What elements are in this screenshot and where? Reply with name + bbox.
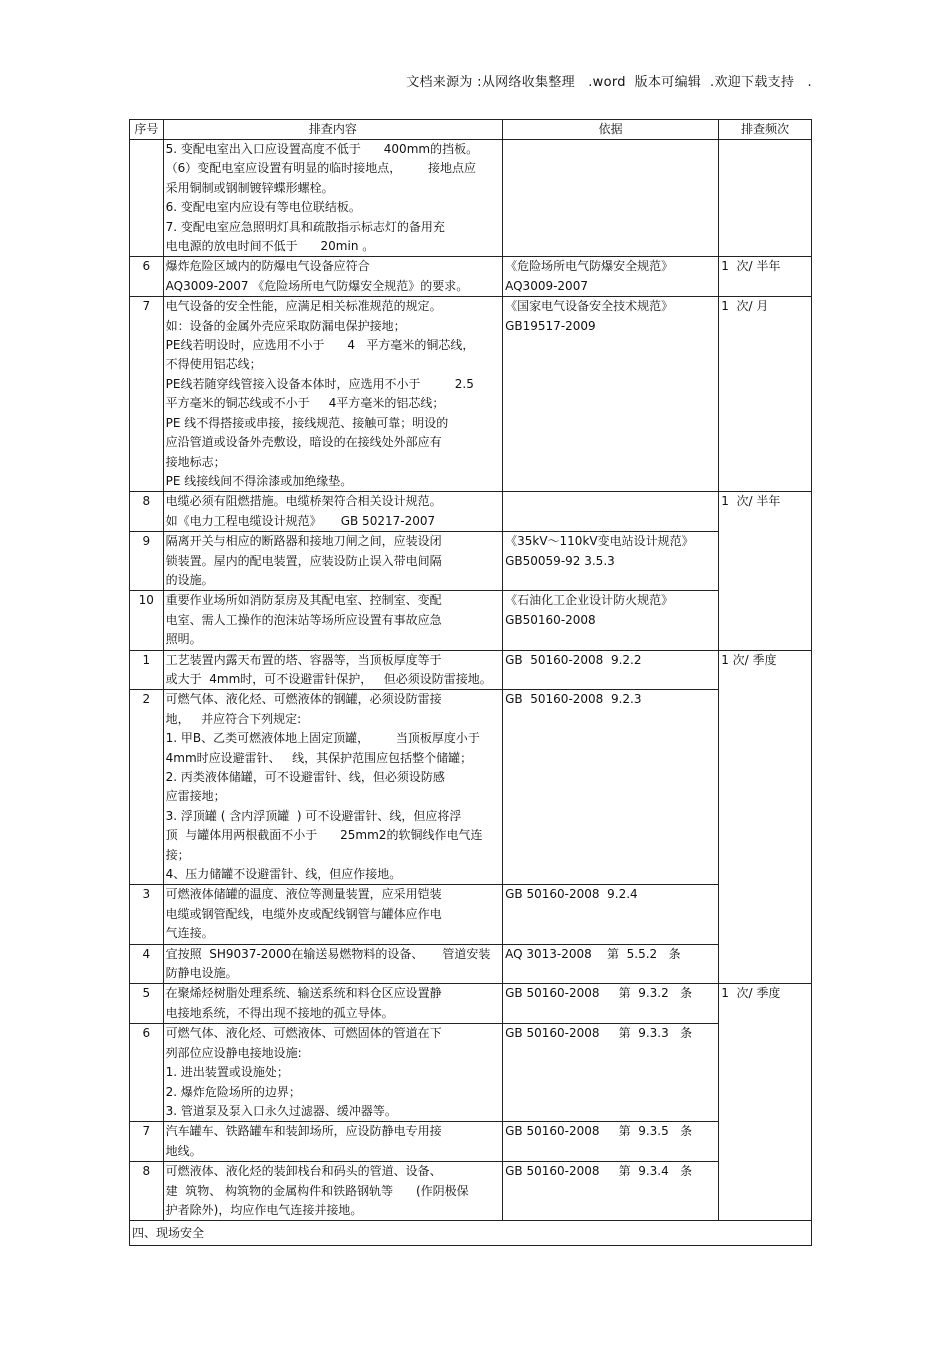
row-content: 可燃气体、液化烃、可燃液体的钢罐，必须设防雷接 地， 并应符合下列规定: 1. 甲B、乙类可燃液体地上固定顶罐， 当顶板厚度小于 4mm时应设避雷针、 线，其保护范围应包括整个储罐； 2. 丙类液体储罐，可不设避雷针、线，但必须设防感 应雷接地； 3. 浮顶罐 ( 含内浮顶罐 ) 可不设避雷针、线，但应将浮 顶 与罐体用两根截面不小于 25mm2的软铜线作电气连 接； 4、压力储罐不设避雷针、线，但应作接地。: [163, 690, 502, 885]
row-frequency: 1 次/ 月: [719, 297, 812, 492]
table-row: [130, 1162, 812, 1221]
row-no: 5: [130, 984, 164, 1024]
row-no: 2: [130, 690, 164, 885]
table-row: [130, 492, 812, 532]
row-content: 宜按照 SH9037-2000在输送易燃物料的设备、 管道安装 防静电设施。: [163, 944, 502, 984]
row-content: 可燃液体储罐的温度、液位等测量装置，应采用铠装 电缆或钢管配线，电缆外皮或配线钢管与罐体应作电 气连接。: [163, 885, 502, 944]
row-basis: GB 50160-2008 第 9.3.2 条: [503, 984, 719, 1024]
table-row: [130, 944, 812, 984]
row-basis: GB 50160-2008 第 9.3.5 条: [503, 1122, 719, 1162]
row-content: 爆炸危险区域内的防爆电气设备应符合 AQ3009-2007 《危险场所电气防爆安全规范》的要求。: [163, 257, 502, 297]
row-basis: 《国家电气设备安全技术规范》 GB19517-2009: [503, 297, 719, 492]
row-frequency: 1 次/ 季度: [719, 984, 812, 1221]
row-no: [130, 140, 164, 257]
row-basis: GB 50160-2008 9.2.4: [503, 885, 719, 944]
row-basis: 《石油化工企业设计防火规范》 GB50160-2008: [503, 591, 719, 650]
table-row: [130, 984, 812, 1024]
row-basis: [503, 140, 719, 257]
row-no: 1: [130, 650, 164, 690]
row-content: 重要作业场所如消防泵房及其配电室、控制室、变配 电室、需人工操作的泡沫站等场所应设置有事故应急 照明。: [163, 591, 502, 650]
row-basis: AQ 3013-2008 第 5.5.2 条: [503, 944, 719, 984]
header-note: 文档来源为 :从网络收集整理 .word 版本可编辑 .欢迎下载支持 .: [406, 75, 812, 90]
row-content: 可燃液体、液化烃的装卸栈台和码头的管道、设备、 建 筑物、 构筑物的金属构件和铁路钢轨等 (作阴极保 护者除外)，均应作电气连接并接地。: [163, 1162, 502, 1221]
row-no: 10: [130, 591, 164, 650]
row-no: 3: [130, 885, 164, 944]
header-basis: 依据: [503, 120, 719, 140]
row-frequency: 1 次/ 半年: [719, 257, 812, 297]
table-row: [130, 140, 812, 257]
row-no: 6: [130, 257, 164, 297]
row-content: 汽车罐车、铁路罐车和装卸场所，应设防静电专用接 地线。: [163, 1122, 502, 1162]
row-basis: GB 50160-2008 9.2.3: [503, 690, 719, 885]
row-content: 可燃气体、液化烃、可燃液体、可燃固体的管道在下 列部位应设静电接地设施: 1. 进出装置或设施处； 2. 爆炸危险场所的边界； 3. 管道泵及泵入口永久过滤器、缓冲器等。: [163, 1024, 502, 1122]
row-basis: 《危险场所电气防爆安全规范》 AQ3009-2007: [503, 257, 719, 297]
row-no: 7: [130, 297, 164, 492]
table-row: [130, 690, 812, 885]
table-header-row: [130, 120, 812, 140]
section-row: [130, 1221, 812, 1246]
row-no: 8: [130, 1162, 164, 1221]
section-title: 四、现场安全: [130, 1221, 812, 1246]
row-no: 7: [130, 1122, 164, 1162]
table-row: [130, 1024, 812, 1122]
row-content: 5. 变配电室出入口应设置高度不低于 400mm的挡板。 （6）变配电室应设置有明显的临时接地点， 接地点应 采用铜制或钢制镀锌蝶形螺栓。 6. 变配电室内应设有等电位联结板。 7. 变配电室应急照明灯具和疏散指示标志灯的备用充 电电源的放电时间不低于 20min 。: [163, 140, 502, 257]
row-basis: GB 50160-2008 第 9.3.4 条: [503, 1162, 719, 1221]
row-no: 4: [130, 944, 164, 984]
row-basis: 《35kV～110kV变电站设计规范》 GB50059-92 3.5.3: [503, 532, 719, 591]
inspection-table: [129, 119, 812, 1246]
header-no: 序号: [130, 120, 164, 140]
table-row: [130, 885, 812, 944]
row-no: 8: [130, 492, 164, 532]
header-content: 排查内容: [163, 120, 502, 140]
row-frequency: 1 次/ 季度: [719, 650, 812, 984]
row-content: 在聚烯烃树脂处理系统、输送系统和料仓区应设置静 电接地系统，不得出现不接地的孤立导体。: [163, 984, 502, 1024]
row-frequency: [719, 140, 812, 257]
row-content: 电气设备的安全性能，应满足相关标准规范的规定。 如：设备的金属外壳应采取防漏电保护接地； PE线若明设时，应选用不小于 4 平方毫米的铜芯线， 不得使用铝芯线； PE线若随穿线管接入设备本体时，应选用不小于 2.5 平方毫米的铜芯线或不小于 4平方毫米的铝芯线； PE 线不得搭接或串接，接线规范、接触可靠；明设的 应沿管道或设备外壳敷设，暗设的在接线处外部应有 接地标志； PE 线接线间不得涂漆或加绝缘垫。: [163, 297, 502, 492]
header-frequency: 排查频次: [719, 120, 812, 140]
table-row: [130, 532, 812, 591]
table-row: [130, 650, 812, 690]
table-row: [130, 591, 812, 650]
row-basis: GB 50160-2008 9.2.2: [503, 650, 719, 690]
row-basis: [503, 492, 719, 532]
row-no: 9: [130, 532, 164, 591]
row-content: 工艺装置内露天布置的塔、容器等，当顶板厚度等于 或大于 4mm时，可不设避雷针保护， 但必须设防雷接地。: [163, 650, 502, 690]
table-row: [130, 257, 812, 297]
row-no: 6: [130, 1024, 164, 1122]
row-frequency: 1 次/ 半年: [719, 492, 812, 650]
table-row: [130, 1122, 812, 1162]
row-basis: GB 50160-2008 第 9.3.3 条: [503, 1024, 719, 1122]
table-row: [130, 297, 812, 492]
row-content: 电缆必须有阻燃措施。电缆桥架符合相关设计规范。 如《电力工程电缆设计规范》 GB 50217-2007: [163, 492, 502, 532]
row-content: 隔离开关与相应的断路器和接地刀闸之间，应装设闭 锁装置。屋内的配电装置，应装设防止误入带电间隔 的设施。: [163, 532, 502, 591]
